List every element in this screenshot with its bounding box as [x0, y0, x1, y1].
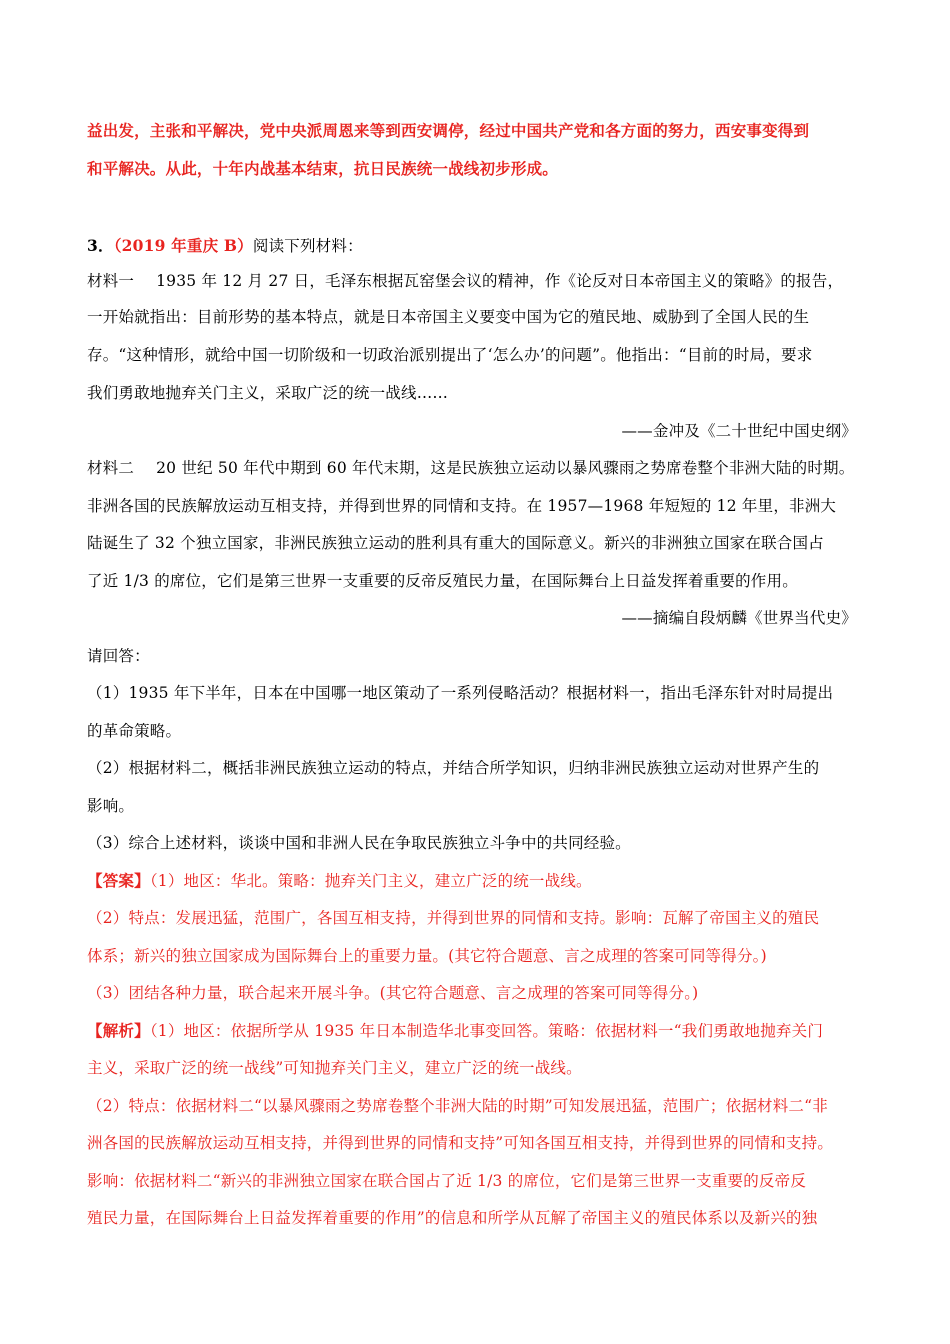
sub-question-2-line-1: （2）根据材料二，概括非洲民族独立运动的特点，并结合所学知识，归纳非洲民族独立运动对世界产生的 [87, 759, 820, 777]
question-header [87, 235, 867, 257]
please-answer: 请回答： [87, 647, 150, 665]
material-2-text-1: 20 世纪 50 年代中期到 60 年代末期，这是民族独立运动以暴风骤雨之势席卷整个非洲大陆的时期。 [156, 459, 855, 477]
material-2-line-4: 了近 1/3 的席位，它们是第三世界一支重要的反帝反殖民力量，在国际舞台上日益发挥着重要的作用。 [87, 572, 798, 590]
material-2-label: 材料二 [87, 459, 135, 477]
material-2-source: ——摘编自段炳麟《世界当代史》 [621, 609, 857, 627]
material-2-line-2: 非洲各国的民族解放运动互相支持，并得到世界的同情和支持。在 1957—1968 年短短的 12 年里，非洲大 [87, 497, 837, 515]
material-1-line-4: 我们勇敢地抛弃关门主义，采取广泛的统一战线…… [87, 384, 449, 402]
prev-answer-line-1: 益出发，主张和平解决，党中央派周恩来等到西安调停，经过中国共产党和各方面的努力，西安事变得到 [87, 121, 810, 140]
explanation-label: 【解析】 [87, 1021, 150, 1040]
question-prompt: 阅读下列材料： [252, 237, 363, 255]
material-2-line-3: 陆诞生了 32 个独立国家，非洲民族独立运动的胜利具有重大的国际意义。新兴的非洲独立国家在联合国占 [87, 534, 824, 552]
sub-question-3: （3）综合上述材料，谈谈中国和非洲人民在争取民族独立斗争中的共同经验。 [87, 834, 631, 852]
explanation-2-line-2: 洲各国的民族解放运动互相支持，并得到世界的同情和支持”可知各国互相支持，并得到世界的同情和支持。 [87, 1134, 834, 1152]
prev-answer-line-2: 和平解决。从此，十年内战基本结束，抗日民族统一战线初步形成。 [87, 159, 559, 178]
explanation-1-line-2: 主义，采取广泛的统一战线”可知抛弃关门主义，建立广泛的统一战线。 [87, 1059, 582, 1077]
sub-question-1-line-1: （1）1935 年下半年，日本在中国哪一地区策动了一系列侵略活动？根据材料一，指出毛泽东针对时局提出 [87, 684, 834, 702]
material-1-text-1: 1935 年 12 月 27 日，毛泽东根据瓦窑堡会议的精神，作《论反对日本帝国主义的策略》的报告， [156, 272, 844, 290]
answer-3: （3）团结各种力量，联合起来开展斗争。(其它符合题意、言之成理的答案可同等得分。) [87, 984, 699, 1002]
answer-2-line-2: 体系；新兴的独立国家成为国际舞台上的重要力量。(其它符合题意、言之成理的答案可同等得分。) [87, 947, 767, 965]
material-2-line-1 [87, 457, 867, 479]
explanation-2-line-4: 殖民力量，在国际舞台上日益发挥着重要的作用”的信息和所学从瓦解了帝国主义的殖民体系以及新兴的独 [87, 1209, 818, 1227]
material-1-line-3: 存。“这种情形，就给中国一切阶级和一切政治派别提出了‘怎么办’的问题”。他指出：“目前的时局，要求 [87, 346, 813, 364]
question-number: 3． [87, 236, 114, 255]
answer-label: 【答案】 [87, 871, 150, 890]
answer-2-line-1: （2）特点：发展迅猛，范围广，各国互相支持，并得到世界的同情和支持。影响：瓦解了帝国主义的殖民 [87, 909, 820, 927]
material-1-line-1 [87, 270, 867, 292]
explanation-2-line-1: （2）特点：依据材料二“以暴风骤雨之势席卷整个非洲大陆的时期”可知发展迅猛，范围广；依据材料二“非 [87, 1097, 828, 1115]
answer-line-1 [87, 870, 867, 892]
material-1-source: ——金冲及《二十世纪中国史纲》 [621, 422, 857, 440]
material-1-line-2: 一开始就指出：目前形势的基本特点，就是日本帝国主义要变中国为它的殖民地、威胁到了全国人民的生 [87, 308, 810, 326]
answer-1: （1）地区：华北。策略：抛弃关门主义，建立广泛的统一战线。 [149, 872, 592, 890]
explanation-2-line-3: 影响：依据材料二“新兴的非洲独立国家在联合国占了近 1/3 的席位，它们是第三世界一支重要的反帝反 [87, 1172, 807, 1190]
question-source: （2019 年重庆 B） [113, 236, 253, 255]
material-1-label: 材料一 [87, 272, 135, 290]
explanation-1-a: （1）地区：依据所学从 1935 年日本制造华北事变回答。策略：依据材料一“我们勇敢地抛弃关门 [149, 1022, 824, 1040]
sub-question-1-line-2: 的革命策略。 [87, 722, 182, 740]
explanation-line-1 [87, 1020, 867, 1042]
sub-question-2-line-2: 影响。 [87, 797, 135, 815]
